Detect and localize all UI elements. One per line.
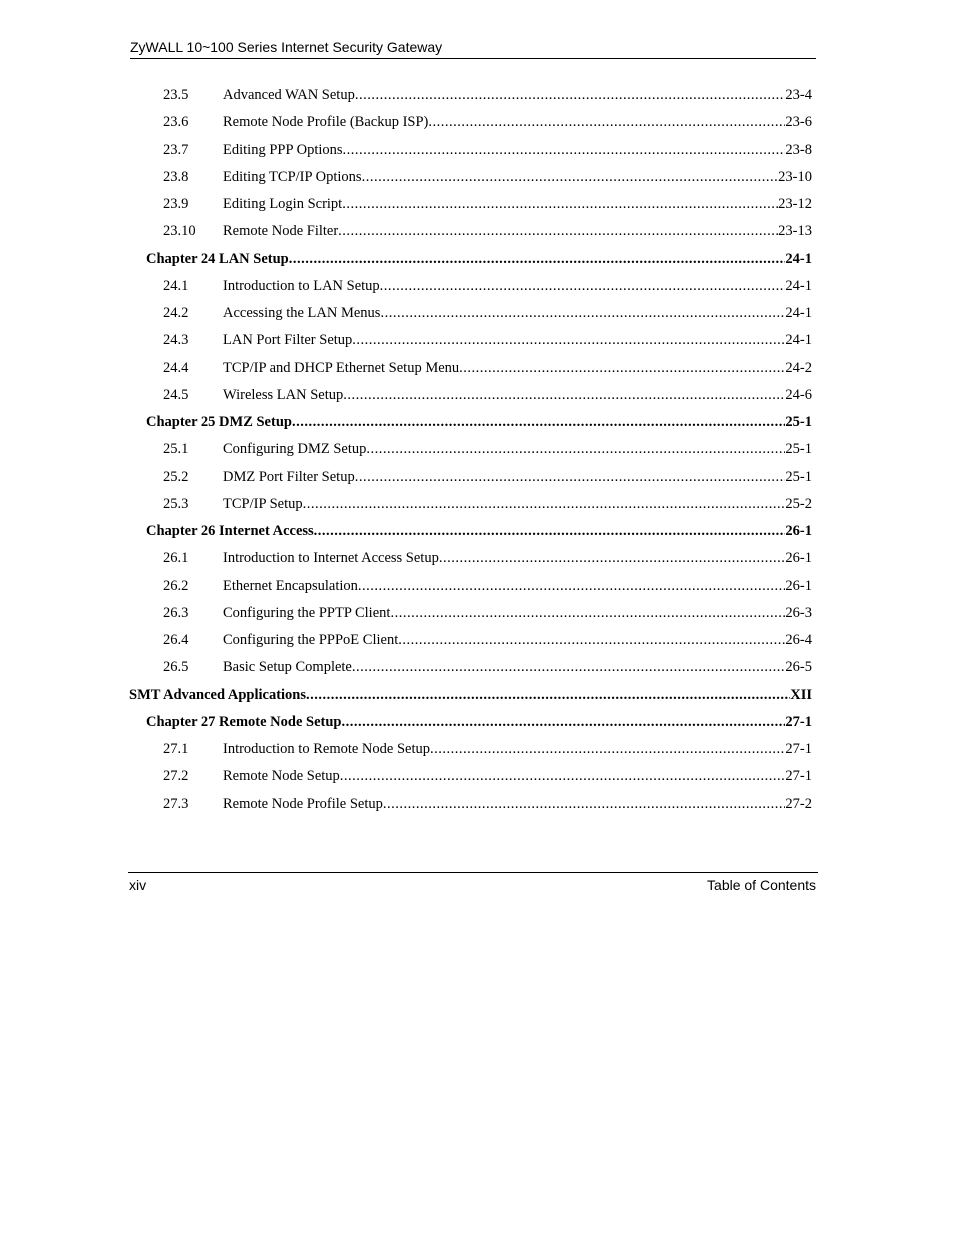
toc-entry-number: 27.2 — [163, 768, 189, 785]
toc-dot-leader — [398, 630, 785, 650]
toc-dot-leader — [314, 521, 786, 541]
toc-dot-leader — [439, 548, 786, 568]
toc-entry[interactable] — [163, 140, 812, 160]
toc-entry-number: 25.2 — [163, 468, 189, 485]
toc-entry-title: Advanced WAN Setup — [223, 87, 355, 103]
toc-entry[interactable] — [163, 548, 812, 568]
toc-dot-leader — [383, 794, 786, 814]
toc-entry-page: 26-3 — [785, 604, 812, 621]
toc-entry-number: 24.1 — [163, 277, 189, 294]
toc-entry-title: Remote Node Filter — [223, 223, 339, 240]
toc-entry-number: 24.5 — [163, 386, 189, 403]
toc-entry-title: Editing Login Script — [223, 196, 343, 212]
footer-section-title: Table of Contents — [707, 877, 816, 893]
toc-entry-title: TCP/IP Setup — [223, 495, 303, 512]
toc-entry[interactable] — [129, 685, 812, 705]
toc-entry[interactable] — [163, 194, 812, 214]
toc-entry-number: 24.2 — [163, 305, 189, 321]
toc-entry[interactable] — [163, 576, 812, 596]
toc-dot-leader — [366, 439, 785, 459]
toc-dot-leader — [459, 358, 785, 378]
toc-dot-leader — [430, 739, 785, 759]
toc-entry-title: Chapter 24 LAN Setup — [146, 250, 289, 267]
toc-entry-title: Ethernet Encapsulation — [223, 577, 358, 594]
toc-dot-leader — [380, 303, 785, 323]
toc-entry-number: 26.3 — [163, 604, 189, 621]
toc-dot-leader — [303, 494, 786, 514]
toc-dot-leader — [390, 603, 785, 623]
toc-dot-leader — [342, 194, 778, 214]
toc-entry-title: SMT Advanced Applications — [129, 686, 307, 703]
toc-entry-number: 23.10 — [163, 223, 196, 240]
toc-entry-page: 26-1 — [785, 523, 812, 539]
toc-entry[interactable] — [163, 794, 812, 814]
toc-entry-title: Remote Node Profile (Backup ISP) — [223, 114, 429, 131]
footer-page-number: xiv — [129, 877, 147, 893]
toc-dot-leader — [292, 412, 785, 432]
toc-entry[interactable] — [163, 739, 812, 759]
toc-entry-page: 24-2 — [785, 359, 812, 376]
toc-entry-title: Accessing the LAN Menus — [223, 305, 381, 321]
toc-entry-number: 24.3 — [163, 332, 189, 349]
toc-dot-leader — [341, 712, 785, 732]
toc-entry-number: 25.3 — [163, 495, 189, 512]
toc-entry-title: Editing PPP Options — [223, 141, 343, 158]
toc-entry-number: 26.4 — [163, 632, 189, 648]
toc-entry-title: Introduction to Internet Access Setup — [223, 550, 439, 567]
toc-entry[interactable] — [163, 112, 812, 132]
toc-entry[interactable] — [163, 385, 812, 405]
toc-entry-page: 26-5 — [785, 659, 812, 676]
toc-entry[interactable] — [163, 221, 812, 241]
toc-entry-page: 23-8 — [785, 141, 812, 158]
toc-dot-leader — [306, 685, 790, 705]
page-footer — [128, 872, 818, 893]
toc-dot-leader — [355, 85, 786, 105]
toc-entry-page: 26-1 — [785, 577, 812, 594]
toc-entry[interactable] — [163, 439, 812, 459]
header-title: ZyWALL 10~100 Series Internet Security Gateway — [130, 39, 443, 55]
toc-entry-page: 26-1 — [785, 550, 812, 567]
toc-entry-page: 23-12 — [778, 196, 812, 212]
toc-entry[interactable] — [146, 249, 812, 269]
toc-entry-title: Configuring the PPPoE Client — [223, 632, 399, 648]
toc-entry-title: Editing TCP/IP Options — [223, 168, 362, 185]
toc-entry-number: 26.5 — [163, 659, 189, 676]
toc-entry-title: Remote Node Profile Setup — [223, 795, 383, 812]
toc-entry-page: 25-2 — [785, 495, 812, 512]
toc-entry-number: 26.2 — [163, 577, 189, 594]
toc-entry-page: 23-6 — [785, 114, 812, 131]
toc-entry-page: 23-13 — [778, 223, 812, 240]
toc-entry-number: 23.6 — [163, 114, 189, 131]
toc-entry[interactable] — [163, 657, 812, 677]
toc-entry-number: 27.3 — [163, 795, 189, 812]
toc-entry[interactable] — [146, 712, 812, 732]
toc-entry-page: 27-2 — [785, 795, 812, 812]
toc-entry-page: 25-1 — [785, 468, 812, 485]
toc-entry-page: 24-1 — [785, 305, 812, 321]
toc-entry-number: 26.1 — [163, 550, 189, 567]
toc-dot-leader — [340, 766, 786, 786]
toc-entry-page: 24-6 — [785, 386, 812, 403]
page-header — [130, 37, 816, 59]
toc-dot-leader — [358, 576, 786, 596]
toc-entry-title: Configuring DMZ Setup — [223, 441, 367, 458]
toc-dot-leader — [380, 276, 786, 296]
toc-entry[interactable] — [163, 358, 812, 378]
toc-entry-title: DMZ Port Filter Setup — [223, 468, 355, 485]
toc-entry-title: Wireless LAN Setup — [223, 386, 344, 403]
toc-entry-title: Chapter 27 Remote Node Setup — [146, 713, 342, 730]
toc-entry-title: Basic Setup Complete — [223, 659, 352, 676]
toc-entry[interactable] — [163, 167, 812, 187]
toc-entry-page: 24-1 — [785, 332, 812, 349]
toc-entry-number: 23.9 — [163, 196, 189, 212]
toc-entry[interactable] — [163, 85, 812, 105]
toc-entry-title: Chapter 26 Internet Access — [146, 523, 314, 539]
toc-entry-title: Configuring the PPTP Client — [223, 604, 391, 621]
toc-entry[interactable] — [163, 330, 812, 350]
toc-dot-leader — [343, 140, 786, 160]
toc-entry[interactable] — [163, 630, 812, 650]
toc-entry[interactable] — [163, 494, 812, 514]
toc-entry-title: Introduction to LAN Setup — [223, 277, 380, 294]
toc-entry-page: 24-1 — [785, 250, 812, 267]
toc-entry-title: Introduction to Remote Node Setup — [223, 741, 430, 757]
toc-entry-number: 23.7 — [163, 141, 189, 158]
toc-dot-leader — [352, 657, 786, 677]
toc-dot-leader — [428, 112, 785, 132]
toc-dot-leader — [355, 467, 786, 487]
toc-entry-page: 23-10 — [778, 168, 812, 185]
toc-entry-page: 25-1 — [785, 414, 812, 430]
toc-dot-leader — [343, 385, 785, 405]
toc-entry[interactable] — [163, 467, 812, 487]
toc-dot-leader — [338, 221, 778, 241]
toc-entry[interactable] — [163, 276, 812, 296]
toc-entry-number: 23.5 — [163, 87, 189, 103]
toc-entry[interactable] — [163, 303, 812, 323]
toc-dot-leader — [362, 167, 779, 187]
toc-entry[interactable] — [146, 521, 812, 541]
toc-entry-title: Remote Node Setup — [223, 768, 340, 785]
toc-entry-title: TCP/IP and DHCP Ethernet Setup Menu — [223, 359, 460, 376]
toc-entry[interactable] — [163, 603, 812, 623]
toc-entry-page: 27-1 — [785, 741, 812, 757]
toc-entry-page: 23-4 — [785, 87, 812, 103]
toc-entry-title: LAN Port Filter Setup — [223, 332, 353, 349]
toc-entry-number: 24.4 — [163, 359, 189, 376]
toc-entry-page: 24-1 — [785, 277, 812, 294]
toc-entry-page: 26-4 — [785, 632, 812, 648]
toc-entry-title: Chapter 25 DMZ Setup — [146, 414, 292, 430]
toc-entry-number: 27.1 — [163, 741, 189, 757]
toc-entry[interactable] — [146, 412, 812, 432]
toc-entry-number: 23.8 — [163, 168, 189, 185]
toc-entry-page: 25-1 — [785, 441, 812, 458]
toc-dot-leader — [352, 330, 785, 350]
toc-dot-leader — [289, 249, 786, 269]
toc-entry-page: 27-1 — [785, 713, 812, 730]
toc-entry[interactable] — [163, 766, 812, 786]
toc-entry-number: 25.1 — [163, 441, 189, 458]
toc-entry-page: 27-1 — [785, 768, 812, 785]
toc-entry-page: XII — [790, 686, 812, 703]
